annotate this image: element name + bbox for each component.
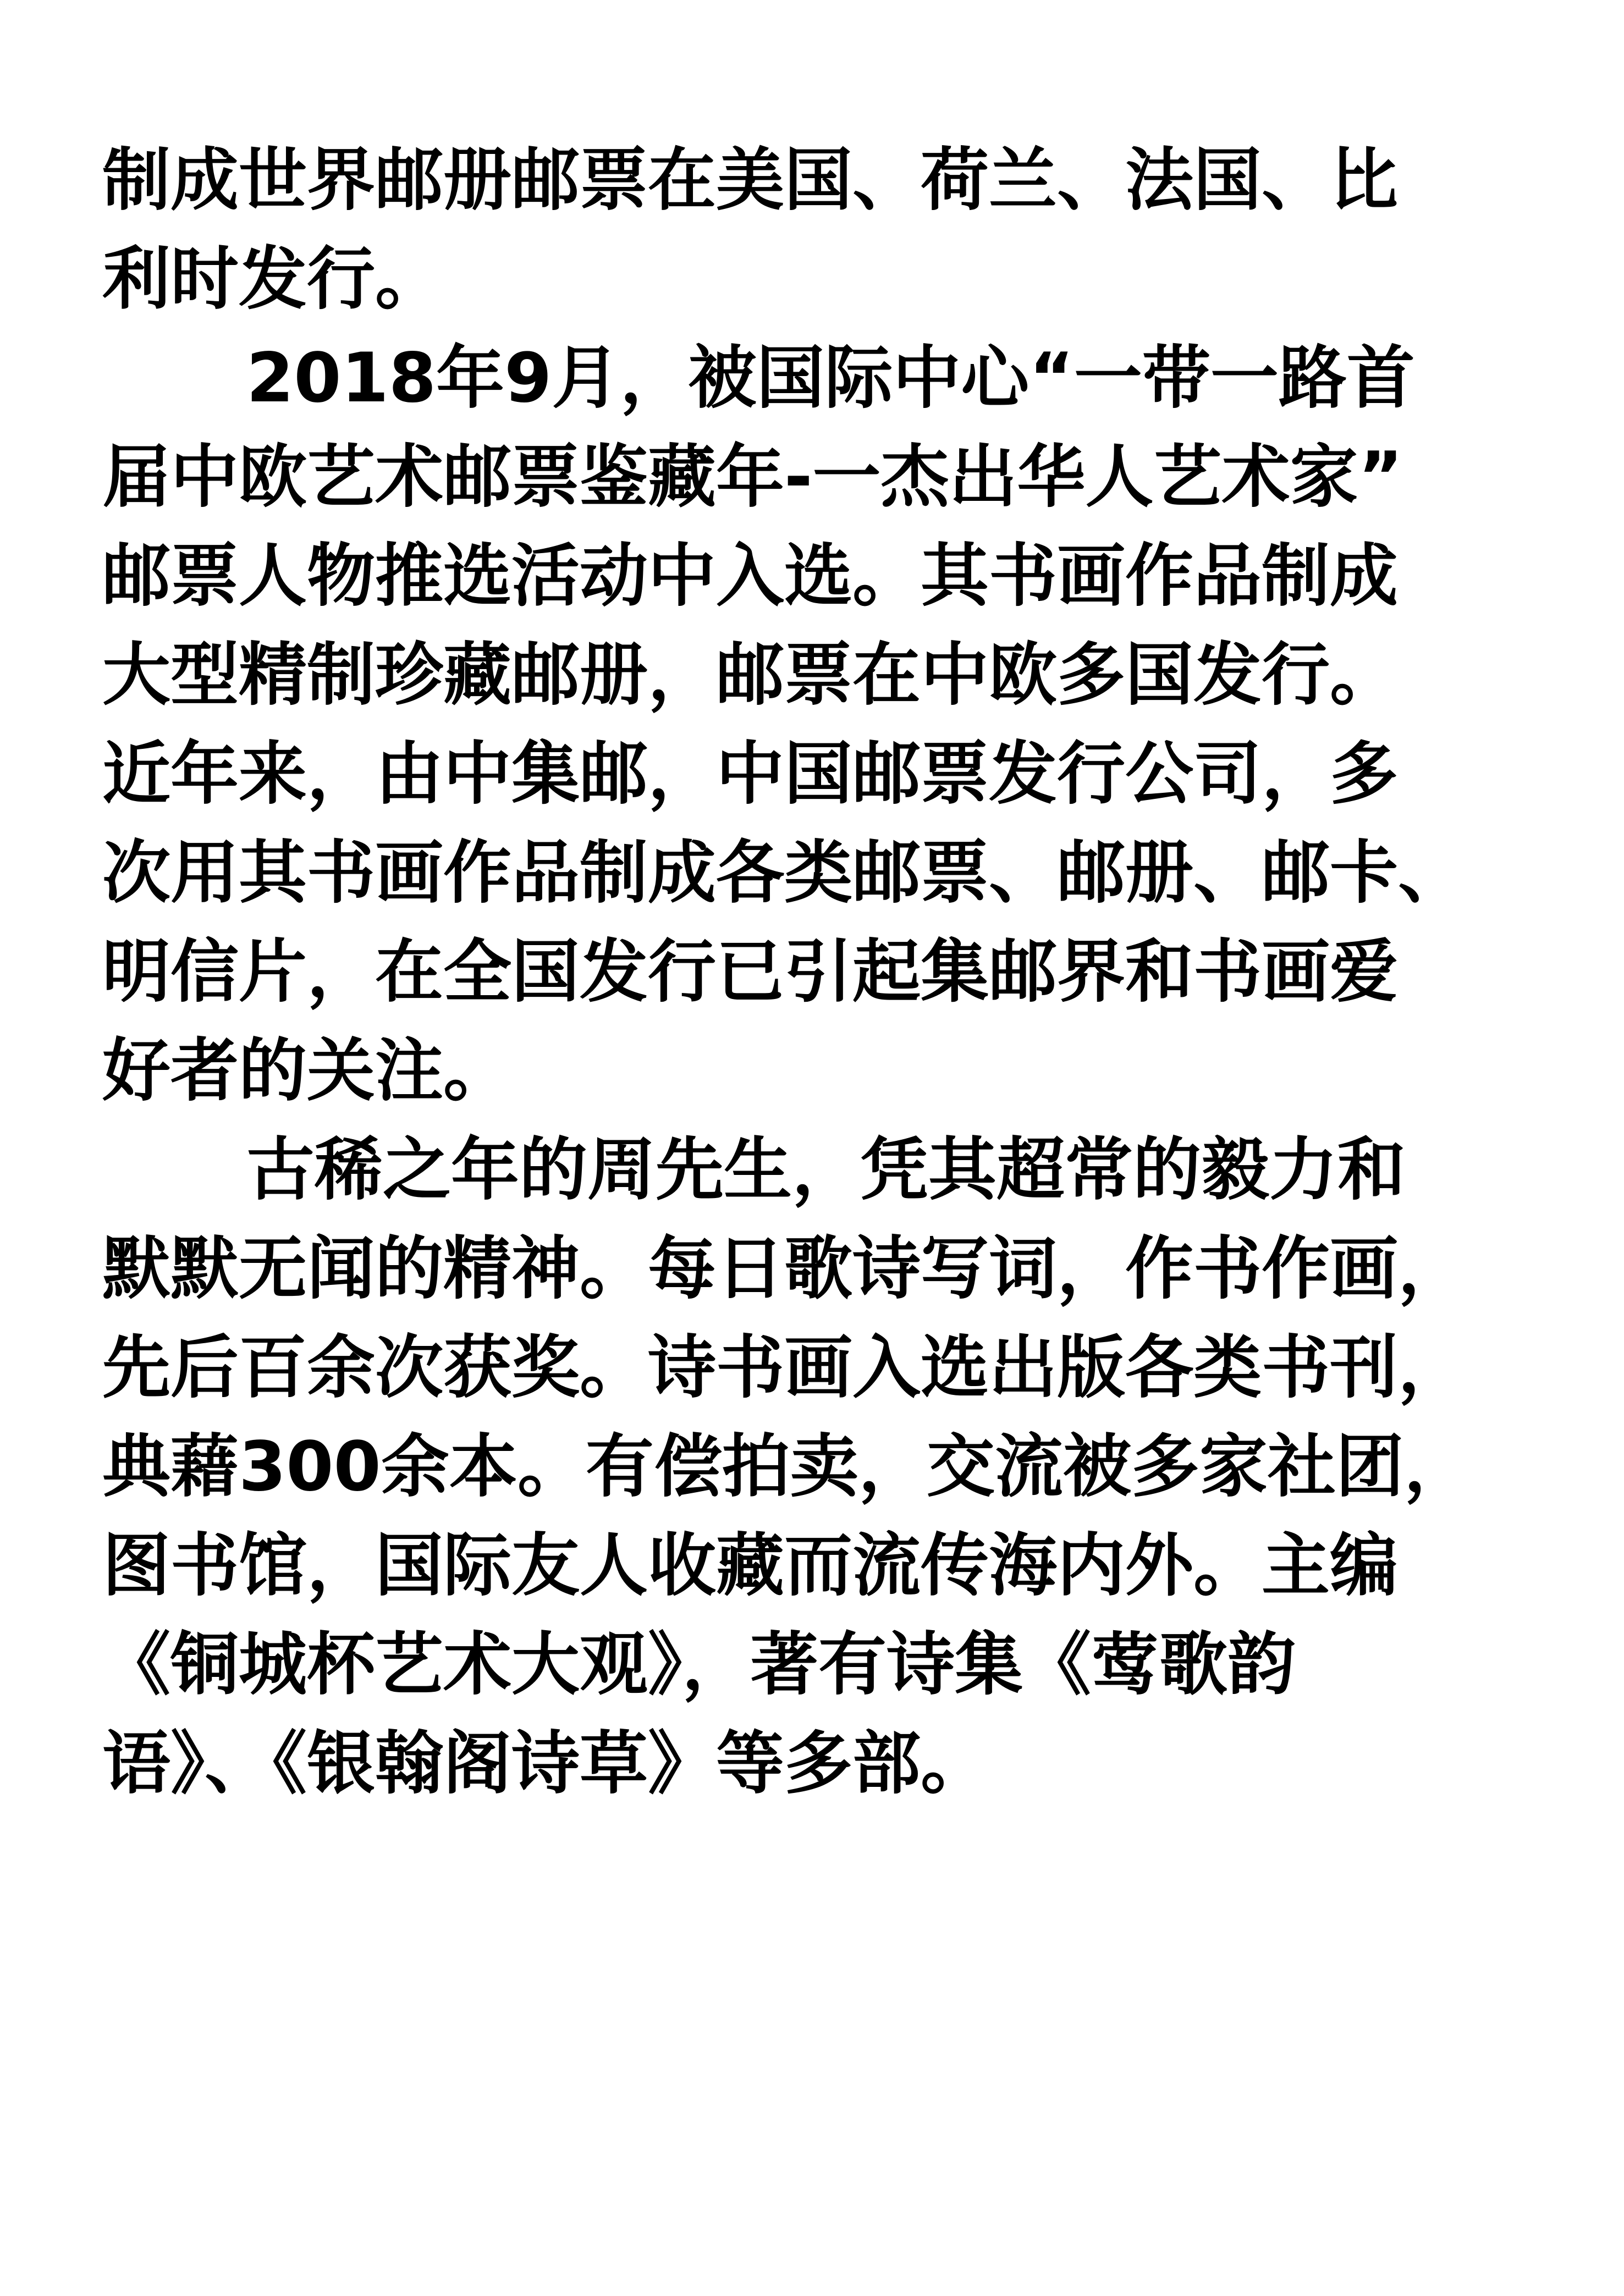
text-line: 《铜城杯艺术大观》，著有诗集《莺歌韵 [102,1625,1296,1704]
text-line: 默默无闻的精神。每日歌诗写词，作书作画， [102,1229,1467,1309]
text-line: 图书馆，国际友人收藏而流传海内外。主编 [102,1526,1399,1605]
text-line: 制成世界邮册邮票在美国、荷兰、法国、比 [102,141,1399,220]
text-line: 近年来，由中集邮，中国邮票发行公司，多 [102,735,1399,814]
text-line: 大型精制珍藏邮册，邮票在中欧多国发行。 [102,636,1399,715]
paragraph-start-text: 古稀之年的周先生，凭其超常的毅力和 [246,1130,1406,1210]
text-line: 明信片，在全国发行已引起集邮界和书画爱 [102,932,1399,1012]
text-line-indented [102,329,1532,428]
text-line: 语》、《银翰阁诗草》等多部。 [102,1724,989,1803]
text-line: 好者的关注。 [102,1031,512,1111]
paragraph-start-text: 2018年9月，被国际中心“一带一路首 [246,339,1415,418]
text-line: 利时发行。 [102,240,444,319]
text-line: 邮票人物推选活动中入选。其书画作品制成 [102,537,1399,616]
text-line: 先后百余次获奖。诗书画入选出版各类书刊， [102,1328,1467,1408]
text-line: 届中欧艺术邮票鉴藏年-一杰出华人艺术家” [102,438,1403,517]
text-line: 次用其书画作品制成各类邮票、邮册、邮卡、 [102,834,1467,913]
text-line-indented [102,1121,1532,1219]
body-text [102,131,1532,1813]
text-line: 典藉300余本。有偿拍卖，交流被多家社团， [102,1427,1472,1506]
